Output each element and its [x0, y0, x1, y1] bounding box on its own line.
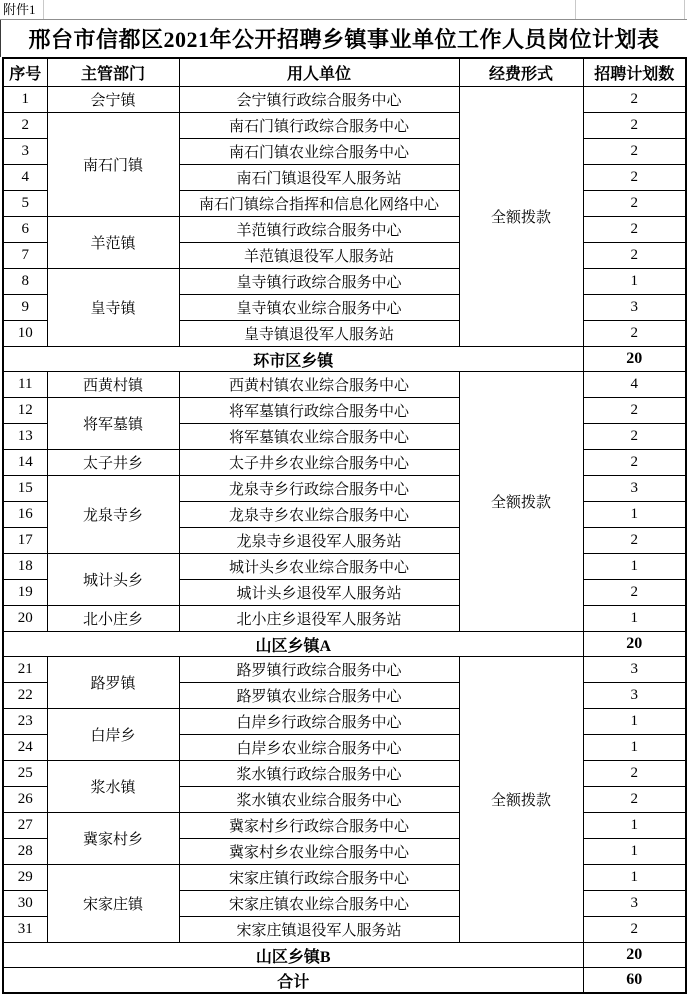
count-cell: 1 — [583, 813, 686, 839]
count-cell: 2 — [583, 450, 686, 476]
row-number-cell: 22 — [3, 683, 47, 709]
row-number-cell: 15 — [3, 476, 47, 502]
unit-cell: 皇寺镇退役军人服务站 — [179, 321, 459, 347]
count-cell: 3 — [583, 891, 686, 917]
unit-cell: 白岸乡农业综合服务中心 — [179, 735, 459, 761]
count-cell: 3 — [583, 476, 686, 502]
department-cell: 羊范镇 — [47, 217, 179, 269]
department-cell: 南石门镇 — [47, 113, 179, 217]
attachment-row — [0, 0, 687, 20]
col-header-department: 主管部门 — [47, 58, 179, 87]
department-cell: 浆水镇 — [47, 761, 179, 813]
row-number-cell: 17 — [3, 528, 47, 554]
table-row — [3, 450, 686, 476]
section-summary-row — [3, 347, 686, 372]
count-cell: 2 — [583, 113, 686, 139]
unit-cell: 宋家庄镇行政综合服务中心 — [179, 865, 459, 891]
row-number-cell: 28 — [3, 839, 47, 865]
unit-cell: 会宁镇行政综合服务中心 — [179, 87, 459, 113]
row-number-cell: 29 — [3, 865, 47, 891]
row-number-cell: 13 — [3, 424, 47, 450]
summary-count-cell: 20 — [583, 347, 686, 372]
unit-cell: 宋家庄镇农业综合服务中心 — [179, 891, 459, 917]
unit-cell: 城计头乡农业综合服务中心 — [179, 554, 459, 580]
page-title: 邢台市信都区2021年公开招聘乡镇事业单位工作人员岗位计划表 — [0, 20, 687, 57]
unit-cell: 城计头乡退役军人服务站 — [179, 580, 459, 606]
unit-cell: 白岸乡行政综合服务中心 — [179, 709, 459, 735]
count-cell: 1 — [583, 502, 686, 528]
count-cell: 2 — [583, 528, 686, 554]
unit-cell: 路罗镇农业综合服务中心 — [179, 683, 459, 709]
col-header-serial: 序号 — [3, 58, 47, 87]
count-cell: 2 — [583, 321, 686, 347]
table-row — [3, 761, 686, 787]
table-row — [3, 813, 686, 839]
unit-cell: 将军墓镇行政综合服务中心 — [179, 398, 459, 424]
department-cell: 冀家村乡 — [47, 813, 179, 865]
table-row — [3, 217, 686, 243]
funding-cell: 全额拨款 — [459, 372, 583, 632]
table-row — [3, 865, 686, 891]
row-number-cell: 8 — [3, 269, 47, 295]
total-count-cell: 60 — [583, 968, 686, 994]
unit-cell: 冀家村乡行政综合服务中心 — [179, 813, 459, 839]
row-number-cell: 1 — [3, 87, 47, 113]
unit-cell: 南石门镇农业综合服务中心 — [179, 139, 459, 165]
department-cell: 城计头乡 — [47, 554, 179, 606]
count-cell: 2 — [583, 243, 686, 269]
summary-count-cell: 20 — [583, 943, 686, 968]
row-number-cell: 19 — [3, 580, 47, 606]
count-cell: 1 — [583, 554, 686, 580]
row-number-cell: 24 — [3, 735, 47, 761]
department-cell: 龙泉寺乡 — [47, 476, 179, 554]
table-row — [3, 709, 686, 735]
gridline — [684, 0, 685, 19]
count-cell: 2 — [583, 191, 686, 217]
unit-cell: 将军墓镇农业综合服务中心 — [179, 424, 459, 450]
count-cell: 3 — [583, 657, 686, 683]
row-number-cell: 20 — [3, 606, 47, 632]
unit-cell: 西黄村镇农业综合服务中心 — [179, 372, 459, 398]
row-number-cell: 10 — [3, 321, 47, 347]
department-cell: 会宁镇 — [47, 87, 179, 113]
row-number-cell: 31 — [3, 917, 47, 943]
row-number-cell: 23 — [3, 709, 47, 735]
funding-cell: 全额拨款 — [459, 657, 583, 943]
table-row — [3, 269, 686, 295]
table-row — [3, 476, 686, 502]
unit-cell: 浆水镇农业综合服务中心 — [179, 787, 459, 813]
table-row — [3, 657, 686, 683]
row-number-cell: 18 — [3, 554, 47, 580]
row-number-cell: 21 — [3, 657, 47, 683]
count-cell: 2 — [583, 761, 686, 787]
section-summary-row — [3, 632, 686, 657]
row-number-cell: 9 — [3, 295, 47, 321]
department-cell: 北小庄乡 — [47, 606, 179, 632]
col-header-unit: 用人单位 — [179, 58, 459, 87]
row-number-cell: 11 — [3, 372, 47, 398]
unit-cell: 羊范镇行政综合服务中心 — [179, 217, 459, 243]
unit-cell: 南石门镇退役军人服务站 — [179, 165, 459, 191]
unit-cell: 浆水镇行政综合服务中心 — [179, 761, 459, 787]
table-row — [3, 554, 686, 580]
funding-cell: 全额拨款 — [459, 87, 583, 347]
count-cell: 2 — [583, 165, 686, 191]
summary-label-cell: 环市区乡镇 — [3, 347, 583, 372]
count-cell: 2 — [583, 917, 686, 943]
department-cell: 将军墓镇 — [47, 398, 179, 450]
count-cell: 1 — [583, 735, 686, 761]
department-cell: 太子井乡 — [47, 450, 179, 476]
row-number-cell: 12 — [3, 398, 47, 424]
unit-cell: 皇寺镇农业综合服务中心 — [179, 295, 459, 321]
attachment-label: 附件1 — [3, 2, 36, 17]
unit-cell: 龙泉寺乡行政综合服务中心 — [179, 476, 459, 502]
row-number-cell: 14 — [3, 450, 47, 476]
unit-cell: 羊范镇退役军人服务站 — [179, 243, 459, 269]
table-row — [3, 113, 686, 139]
gridline — [43, 0, 44, 19]
row-number-cell: 7 — [3, 243, 47, 269]
department-cell: 白岸乡 — [47, 709, 179, 761]
count-cell: 2 — [583, 580, 686, 606]
count-cell: 1 — [583, 269, 686, 295]
unit-cell: 皇寺镇行政综合服务中心 — [179, 269, 459, 295]
table-row — [3, 87, 686, 113]
count-cell: 2 — [583, 217, 686, 243]
summary-label-cell: 山区乡镇B — [3, 943, 583, 968]
count-cell: 1 — [583, 865, 686, 891]
count-cell: 3 — [583, 295, 686, 321]
unit-cell: 南石门镇综合指挥和信息化网络中心 — [179, 191, 459, 217]
summary-count-cell: 20 — [583, 632, 686, 657]
count-cell: 4 — [583, 372, 686, 398]
count-cell: 2 — [583, 87, 686, 113]
count-cell: 3 — [583, 683, 686, 709]
row-number-cell: 2 — [3, 113, 47, 139]
recruitment-plan-table — [2, 57, 687, 994]
count-cell: 2 — [583, 424, 686, 450]
section-summary-row — [3, 943, 686, 968]
unit-cell: 南石门镇行政综合服务中心 — [179, 113, 459, 139]
summary-label-cell: 山区乡镇A — [3, 632, 583, 657]
unit-cell: 龙泉寺乡退役军人服务站 — [179, 528, 459, 554]
department-cell: 皇寺镇 — [47, 269, 179, 347]
col-header-funding: 经费形式 — [459, 58, 583, 87]
table-row — [3, 606, 686, 632]
unit-cell: 冀家村乡农业综合服务中心 — [179, 839, 459, 865]
count-cell: 2 — [583, 787, 686, 813]
count-cell: 2 — [583, 398, 686, 424]
unit-cell: 太子井乡农业综合服务中心 — [179, 450, 459, 476]
count-cell: 1 — [583, 839, 686, 865]
row-number-cell: 26 — [3, 787, 47, 813]
unit-cell: 北小庄乡退役军人服务站 — [179, 606, 459, 632]
count-cell: 1 — [583, 606, 686, 632]
count-cell: 2 — [583, 139, 686, 165]
row-number-cell: 16 — [3, 502, 47, 528]
unit-cell: 路罗镇行政综合服务中心 — [179, 657, 459, 683]
unit-cell: 宋家庄镇退役军人服务站 — [179, 917, 459, 943]
header-row — [3, 58, 686, 87]
total-label-cell: 合计 — [3, 968, 583, 994]
count-cell: 1 — [583, 709, 686, 735]
table-row — [3, 372, 686, 398]
gridline — [575, 0, 576, 19]
row-number-cell: 5 — [3, 191, 47, 217]
row-number-cell: 30 — [3, 891, 47, 917]
table-row — [3, 398, 686, 424]
department-cell: 路罗镇 — [47, 657, 179, 709]
row-number-cell: 27 — [3, 813, 47, 839]
col-header-count: 招聘计划数 — [583, 58, 686, 87]
row-number-cell: 25 — [3, 761, 47, 787]
row-number-cell: 3 — [3, 139, 47, 165]
total-row — [3, 968, 686, 994]
row-number-cell: 4 — [3, 165, 47, 191]
unit-cell: 龙泉寺乡农业综合服务中心 — [179, 502, 459, 528]
department-cell: 西黄村镇 — [47, 372, 179, 398]
department-cell: 宋家庄镇 — [47, 865, 179, 943]
row-number-cell: 6 — [3, 217, 47, 243]
